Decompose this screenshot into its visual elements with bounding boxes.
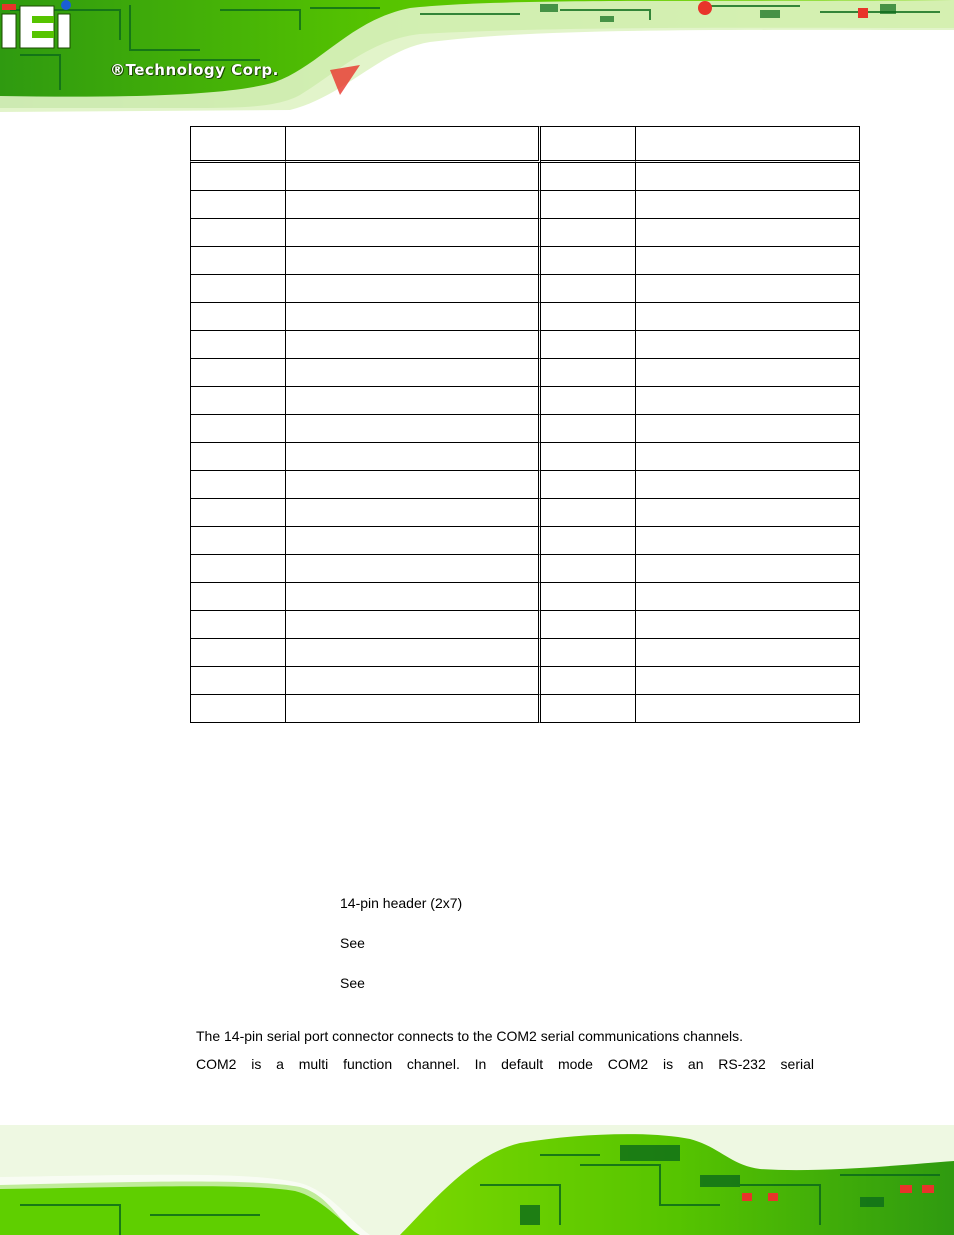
table-cell (286, 555, 541, 583)
table-cell (636, 191, 860, 219)
iei-logo (0, 0, 80, 52)
table-cell (286, 359, 541, 387)
table-row (190, 667, 860, 695)
table-cell (286, 471, 541, 499)
table-cell (190, 527, 286, 555)
table-cell (286, 527, 541, 555)
table-cell (286, 667, 541, 695)
table-cell (286, 387, 541, 415)
table-row (190, 219, 860, 247)
table-cell (541, 387, 636, 415)
table-cell (541, 443, 636, 471)
connector-pinouts-value: See (340, 975, 365, 991)
table-row (190, 247, 860, 275)
table-cell (190, 611, 286, 639)
table-cell (190, 247, 286, 275)
header-cell (541, 126, 636, 163)
table-cell (541, 499, 636, 527)
table-cell (636, 387, 860, 415)
table-cell (190, 499, 286, 527)
table-cell (541, 471, 636, 499)
table-cell (541, 583, 636, 611)
table-cell (190, 555, 286, 583)
table-cell (286, 219, 541, 247)
table-cell (541, 303, 636, 331)
table-cell (541, 331, 636, 359)
table-cell (636, 695, 860, 723)
table-header-row (190, 126, 860, 163)
table-cell (541, 667, 636, 695)
table-row (190, 415, 860, 443)
table-cell (286, 303, 541, 331)
page-footer-banner (0, 1125, 954, 1235)
table-cell (190, 695, 286, 723)
table-row (190, 471, 860, 499)
table-row (190, 303, 860, 331)
table-cell (190, 639, 286, 667)
table-row (190, 359, 860, 387)
table-cell (636, 163, 860, 191)
connector-type-value: 14-pin header (2x7) (340, 895, 463, 911)
table-cell (190, 191, 286, 219)
table-row (190, 695, 860, 723)
table-row (190, 443, 860, 471)
header-cell (190, 126, 286, 163)
table-cell (636, 499, 860, 527)
table-cell (541, 359, 636, 387)
table-cell (636, 303, 860, 331)
table-row (190, 583, 860, 611)
table-cell (190, 583, 286, 611)
table-cell (636, 219, 860, 247)
table-cell (541, 219, 636, 247)
table-cell (190, 667, 286, 695)
table-cell (286, 331, 541, 359)
table-cell (541, 611, 636, 639)
table-row (190, 163, 860, 191)
table-cell (636, 611, 860, 639)
table-row (190, 527, 860, 555)
header-cell (286, 126, 541, 163)
pcb-header-graphic (0, 0, 954, 112)
table-cell (636, 359, 860, 387)
page-header-banner (0, 0, 954, 112)
table-row (190, 499, 860, 527)
table-cell (636, 331, 860, 359)
table-cell (636, 639, 860, 667)
table-cell (541, 527, 636, 555)
table-cell (190, 387, 286, 415)
table-cell (190, 219, 286, 247)
table-cell (636, 555, 860, 583)
table-cell (190, 443, 286, 471)
table-cell (636, 527, 860, 555)
table-cell (541, 275, 636, 303)
table-cell (286, 247, 541, 275)
table-row (190, 555, 860, 583)
table-row (190, 331, 860, 359)
table-cell (636, 415, 860, 443)
table-cell (286, 611, 541, 639)
header-cell (636, 126, 860, 163)
table-cell (286, 695, 541, 723)
table-cell (541, 695, 636, 723)
table-cell (636, 471, 860, 499)
pcb-footer-graphic (0, 1125, 954, 1235)
table-cell (190, 163, 286, 191)
connector-location-value: See (340, 935, 365, 951)
table-cell (190, 471, 286, 499)
table-cell (541, 247, 636, 275)
table-cell (286, 639, 541, 667)
table-cell (286, 275, 541, 303)
table-cell (286, 583, 541, 611)
body-paragraph-line-2: COM2 is a multi function channel. In default mode COM2 is an RS-232 serial (196, 1056, 814, 1072)
table-cell (190, 415, 286, 443)
body-paragraph-line-1: The 14-pin serial port connector connects to the COM2 serial communications channels. (196, 1028, 744, 1044)
table-cell (286, 499, 541, 527)
table-cell (636, 443, 860, 471)
table-row (190, 191, 860, 219)
table-cell (190, 331, 286, 359)
table-cell (636, 583, 860, 611)
table-cell (286, 163, 541, 191)
table-cell (190, 303, 286, 331)
table-cell (636, 247, 860, 275)
table-cell (286, 191, 541, 219)
table-cell (286, 443, 541, 471)
table-cell (190, 359, 286, 387)
table-cell (636, 667, 860, 695)
table-cell (286, 415, 541, 443)
company-name: ®Technology Corp. (110, 61, 279, 79)
table-cell (541, 191, 636, 219)
table-row (190, 387, 860, 415)
table-row (190, 275, 860, 303)
table-row (190, 639, 860, 667)
table-cell (190, 275, 286, 303)
pinout-table (190, 126, 860, 723)
table-cell (541, 639, 636, 667)
table-cell (541, 163, 636, 191)
table-row (190, 611, 860, 639)
table-cell (541, 555, 636, 583)
table-cell (541, 415, 636, 443)
table-cell (636, 275, 860, 303)
